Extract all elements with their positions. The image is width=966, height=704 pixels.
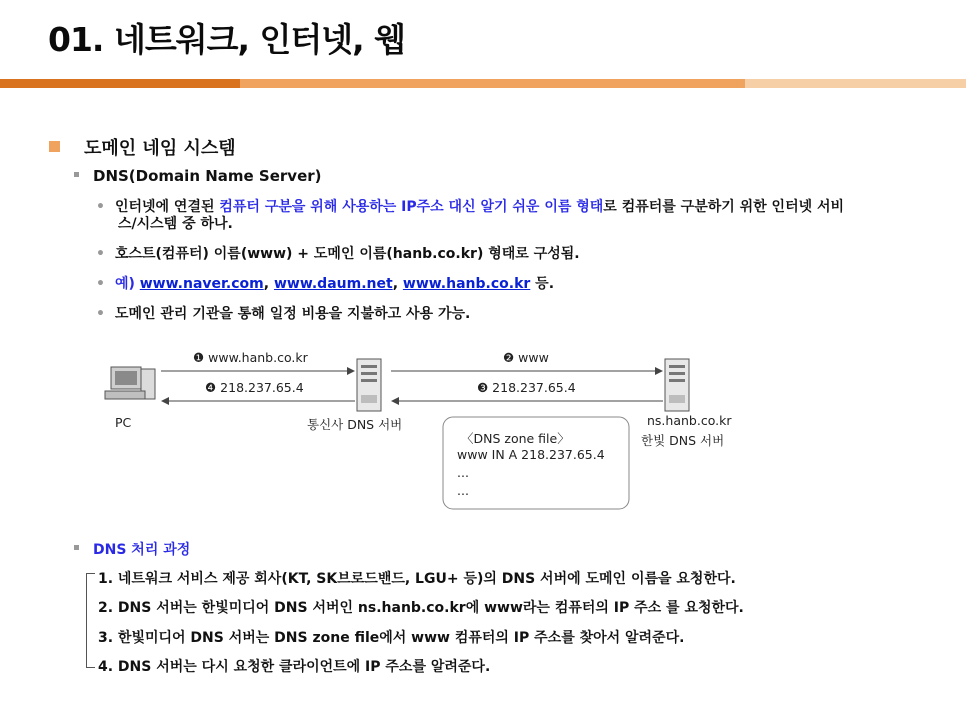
hanb-server-icon <box>665 359 689 411</box>
square-bullet-icon <box>74 545 79 550</box>
zone-file-ellipsis-2: ... <box>457 483 469 498</box>
title-bar-dark <box>0 79 240 88</box>
dot-bullet-icon: • <box>96 306 105 322</box>
square-bullet-icon <box>74 172 79 177</box>
bullet-examples <box>96 276 554 293</box>
process-step-4: 4. DNS 서버는 다시 요청한 클라이언트에 IP 주소를 알려준다. <box>98 659 491 675</box>
dot-bullet-icon: • <box>96 246 105 262</box>
bullet-host-format <box>96 246 580 263</box>
section-heading <box>49 134 236 160</box>
hanb-server-label-2: 한빛 DNS 서버 <box>641 433 725 448</box>
step1-label: ❶ www.hanb.co.kr <box>193 350 308 365</box>
square-bullet-icon <box>49 141 60 152</box>
page-title: 01. 네트워크, 인터넷, 웹 <box>48 20 406 59</box>
bullet-definition <box>96 199 844 233</box>
example-suffix: 등. <box>530 276 555 292</box>
link-hanb[interactable]: www.hanb.co.kr <box>402 276 531 292</box>
step4-label: ❹ 218.237.65.4 <box>205 380 304 395</box>
dns-diagram <box>95 345 775 515</box>
step2-label: ❷ www <box>503 350 549 365</box>
hanb-server-label-1: ns.hanb.co.kr <box>647 413 732 428</box>
link-daum[interactable]: www.daum.net <box>273 276 393 292</box>
host-format-text: 호스트(컴퓨터) 이름(www) + 도메인 이름(hanb.co.kr) 형태로 구성됨. <box>114 246 580 262</box>
step3-label: ❸ 218.237.65.4 <box>477 380 576 395</box>
definition-highlight: 컴퓨터 구분을 위해 사용하는 IP주소 대신 알기 쉬운 이름 형태 <box>219 199 604 215</box>
section-heading-text: 도메인 네임 시스템 <box>84 138 236 159</box>
dot-bullet-icon: • <box>96 276 105 292</box>
definition-text-line2: 스/시스템 중 하나. <box>118 216 233 232</box>
pc-label: PC <box>115 415 132 430</box>
process-step-3: 3. 한빛미디어 DNS 서버는 DNS zone file에서 www 컴퓨터의 IP 주소를 찾아서 알려준다. <box>98 630 685 646</box>
dns-process-heading <box>74 539 190 559</box>
bullet-registration <box>96 306 470 323</box>
dns-definition-heading-text: DNS(Domain Name Server) <box>93 167 322 185</box>
definition-text-pre: 인터넷에 연결된 <box>114 199 220 215</box>
steps-bracket <box>86 573 95 668</box>
isp-server-label: 통신사 DNS 서버 <box>307 417 403 432</box>
definition-text-post: 로 컴퓨터를 구분하기 위한 인터넷 서비 <box>603 199 845 215</box>
dns-process-heading-text: DNS 처리 과정 <box>93 542 191 558</box>
link-naver[interactable]: www.naver.com <box>139 276 264 292</box>
example-prefix: 예) <box>114 276 140 292</box>
title-bar-mid <box>240 79 745 88</box>
dot-bullet-icon: • <box>96 199 105 215</box>
dns-definition-heading <box>74 167 322 185</box>
process-step-2: 2. DNS 서버는 한빛미디어 DNS 서버인 ns.hanb.co.kr에 www라는 컴퓨터의 IP 주소 를 요청한다. <box>98 600 744 616</box>
zone-file-title: 〈DNS zone file〉 <box>461 431 570 446</box>
example-separator: , <box>263 276 274 292</box>
example-separator: , <box>392 276 403 292</box>
pc-computer-icon <box>105 367 155 399</box>
zone-file-ellipsis-1: ... <box>457 465 469 480</box>
registration-text: 도메인 관리 기관을 통해 일정 비용을 지불하고 사용 가능. <box>114 306 471 322</box>
isp-server-icon <box>357 359 381 411</box>
process-step-1: 1. 네트워크 서비스 제공 회사(KT, SK브로드밴드, LGU+ 등)의 DNS 서버에 도메인 이름을 요청한다. <box>98 571 736 587</box>
diagram-graphics <box>95 345 775 515</box>
zone-file-record: www IN A 218.237.65.4 <box>457 447 605 462</box>
title-bar-light <box>745 79 966 88</box>
